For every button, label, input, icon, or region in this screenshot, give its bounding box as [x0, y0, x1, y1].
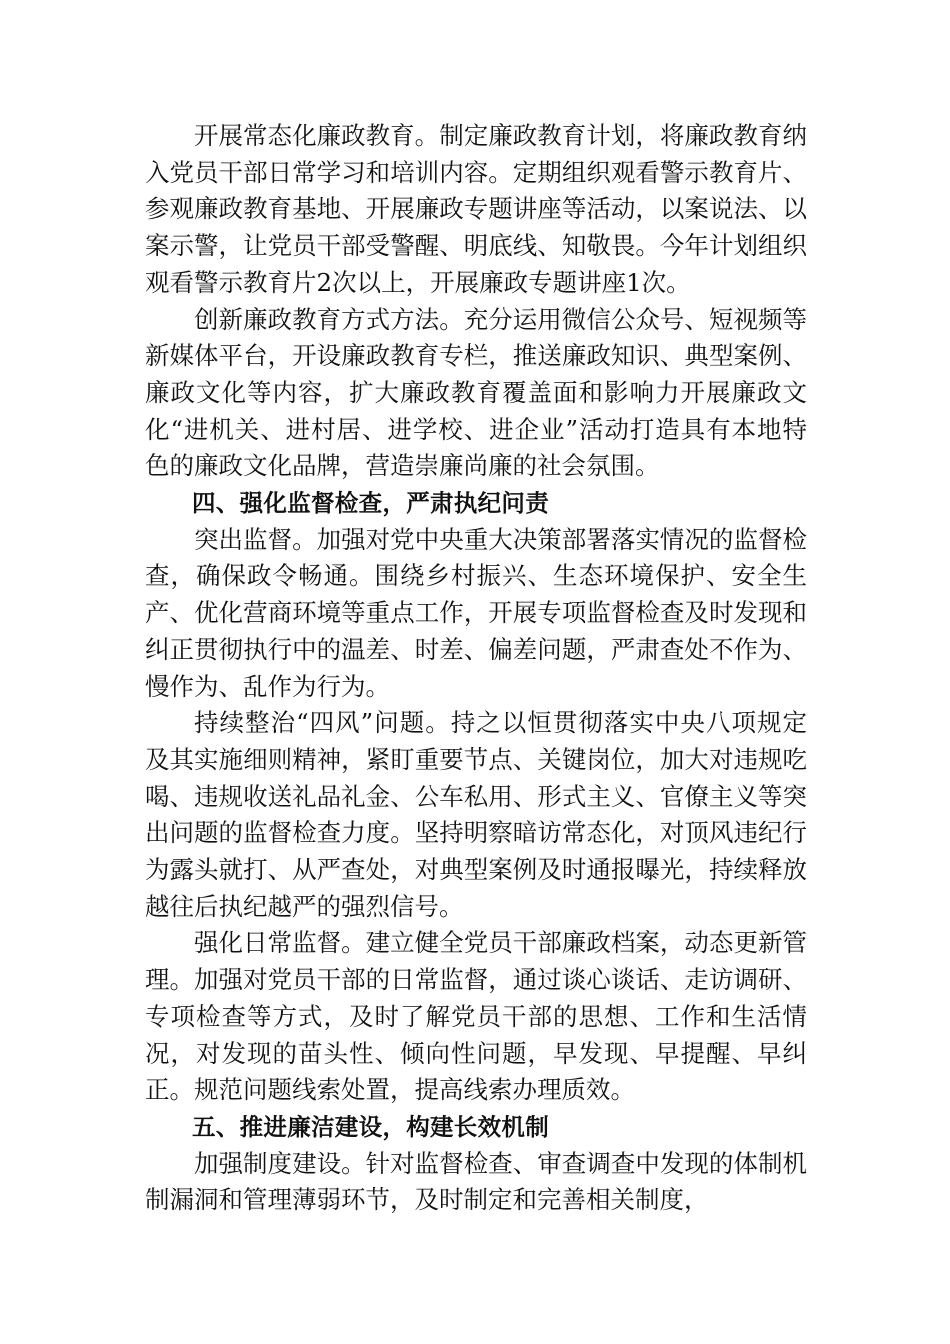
paragraph-four-winds: 持续整治“四风”问题。持之以恒贯彻落实中央八项规定及其实施细则精神，紧盯重要节点、关键岗位，加大对违规吃喝、违规收送礼品礼金、公车私用、形式主义、官僚主义等突出问题的监督检查力度。坚持明察暗访常态化，对顶风违纪行为露头就打、从严查处，对典型案例及时通报曝光，持续释放越往后执纪越严的强烈信号。 [145, 708, 807, 921]
document-body [145, 118, 807, 1219]
paragraph-highlight-supervision: 突出监督。加强对党中央重大决策部署落实情况的监督检查，确保政令畅通。围绕乡村振兴、生态环境保护、安全生产、优化营商环境等重点工作，开展专项监督检查及时发现和纠正贯彻执行中的温差、时差、偏差问题，严肃查处不作为、慢作为、乱作为行为。 [145, 524, 807, 701]
paragraph-innovate-education-methods: 创新廉政教育方式方法。充分运用微信公众号、短视频等新媒体平台，开设廉政教育专栏，推送廉政知识、典型案例、廉政文化等内容，扩大廉政教育覆盖面和影响力开展廉政文化“进机关、进村居、进学校、进企业”活动打造具有本地特色的廉政文化品牌，营造崇廉尚廉的社会氛围。 [145, 304, 807, 481]
section-heading-four: 四、强化监督检查，严肃执纪问责 [192, 489, 549, 518]
paragraph-system-building: 加强制度建设。针对监督检查、审查调查中发现的体制机制漏洞和管理薄弱环节，及时制定和完善相关制度， [145, 1148, 807, 1215]
paragraph-clean-governance-education: 开展常态化廉政教育。制定廉政教育计划，将廉政教育纳入党员干部日常学习和培训内容。定期组织观看警示教育片、参观廉政教育基地、开展廉政专题讲座等活动，以案说法、以案示警，让党员干部受警醒、明底线、知敬畏。今年计划组织观看警示教育片2次以上，开展廉政专题讲座1次。 [145, 121, 807, 297]
paragraph-daily-supervision: 强化日常监督。建立健全党员干部廉政档案，动态更新管理。加强对党员干部的日常监督，通过谈心谈话、走访调研、专项检查等方式，及时了解党员干部的思想、工作和生活情况，对发现的苗头性、倾向性问题，早发现、早提醒、早纠正。规范问题线索处置，提高线索办理质效。 [145, 928, 807, 1105]
section-heading-five: 五、推进廉洁建设，构建长效机制 [192, 1112, 549, 1141]
